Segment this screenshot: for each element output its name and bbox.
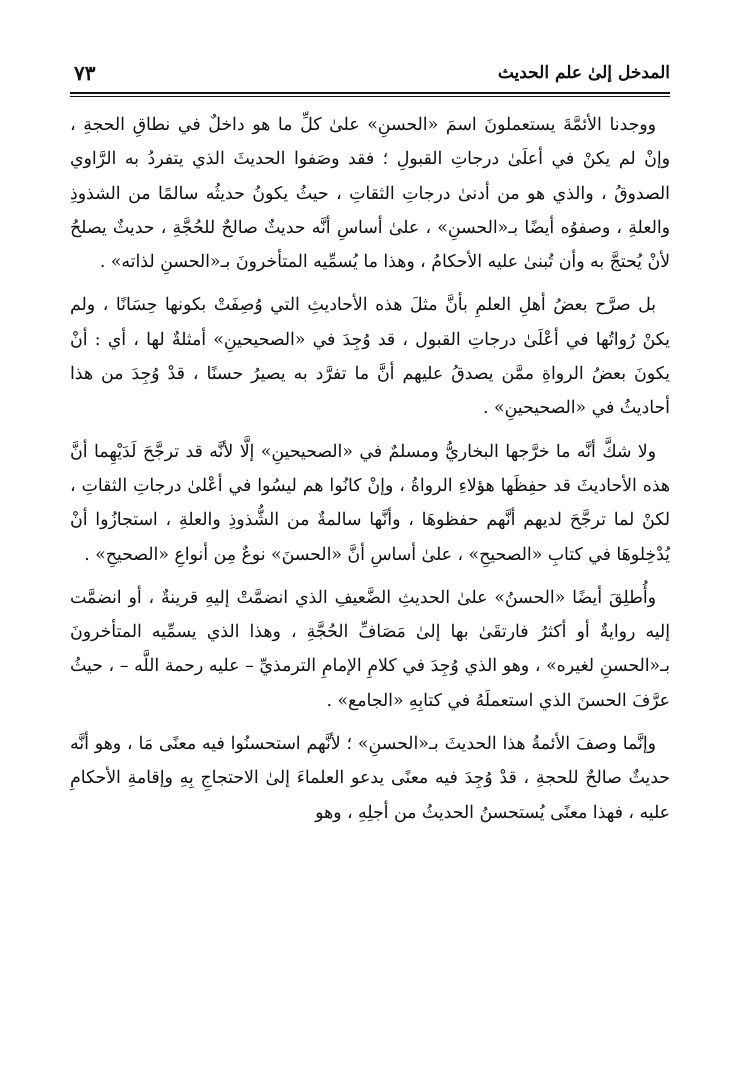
paragraph-1: ووجدنا الأئمَّةَ يستعملونَ اسمَ «الحسنِ» علىٰ كلِّ ما هو داخلٌ في نطاقِ الحجةِ ، وإنْ لم يكنْ في أعلَىٰ درجاتِ القبولِ ؛ فقد وصَفوا الحديثَ الذي يتفردُ به الرَّاوي الصدوقُ ، والذي هو من أدنىٰ درجاتِ الثقاتِ ، حيثُ يكونُ حديثُه سالمًا من الشذوذِ والعلةِ ، وصفوُه أيضًا بـ«الحسنِ» ، علىٰ أساسِ أنَّه حديثٌ صالحٌ للحُجَّةِ ، حديثٌ يصلحُ لأنْ يُحتجَّ به وأن تُبنىٰ عليه الأحكامُ ، وهذا ما يُسمِّيه المتأخرونَ بـ«الحسنِ لذاته» . — [70, 115, 670, 273]
paragraph-2: بل صرَّح بعضُ أهلِ العلمِ بأنَّ مثلَ هذه الأحاديثِ التي وُصِفَتْ بكونها حِسَانًا ، ولم يكنْ رُواتُها في أعْلَىٰ درجاتِ القبول ، قد وُجِدَ في «الصحيحينِ» أمثلةٌ لها ، أي : أنْ يكونَ بعضُ الرواةِ ممَّن يصدقُ عليهم أنَّ ما تفرَّد به يصيرُ حسنًا ، قدْ وُجِدَ من هذا أحاديثُ في «الصحيحينِ» . — [70, 295, 670, 419]
running-title: المدخل إلىٰ علم الحديث — [497, 63, 670, 83]
page-body — [70, 108, 670, 839]
header-rule-thick — [70, 92, 670, 94]
header-rule-thin — [70, 96, 670, 97]
page-number: ٧٣ — [74, 61, 96, 85]
paragraph-5: وإنَّما وصفَ الأئمةُ هذا الحديثَ بـ«الحسنِ» ؛ لأنَّهم استحسنُوا فيه معنًى مَا ، وهو أنَّه حديثٌ صالحٌ للحجةِ ، قدْ وُجِدَ فيه معنًى يدعو العلماءَ إلىٰ الاحتجاجِ بِهِ وإقامةِ الأحكامِ عليه ، فهذا معنًى يُستحسنُ الحديثُ من أجلِهِ ، وهو — [70, 734, 670, 823]
paragraph-3: ولا شكَّ أنَّه ما خرَّجها البخاريُّ ومسلمٌ في «الصحيحينِ» إلَّا لأنَّه قد ترجَّحَ لَدَيْهِما أنَّ هذه الأحاديثَ قد حفِظَها هؤلاءِ الرواةُ ، وإنْ كانُوا هم ليسُوا في أعْلىٰ درجاتِ الثقاتِ ، لكنْ لما ترجَّحَ لديهم أنَّهم حفظوهَا ، وأنَّها سالمةٌ من الشُّذوذِ والعلةِ ، استجازُوا أنْ يُدْخِلوهَا في كتابِ «الصحيحِ» ، علىٰ أساسِ أنَّ «الحسنَ» نوعٌ مِن أنواعِ «الصحيحِ» . — [70, 441, 670, 565]
page-header — [74, 56, 670, 90]
paragraph-4: وأُطلِقَ أيضًا «الحسنُ» علىٰ الحديثِ الضَّعيفِ الذي انضمَّتْ إليهِ قرينةٌ ، أو انضمَّت إليه روايةٌ أو أكثرُ فارتقَىٰ بها إلىٰ مَصَافِّ الحُجَّةِ ، وهذا الذي يسمِّيه المتأخرونَ بـ«الحسنِ لغيره» ، وهو الذي وُجِدَ في كلامِ الإمامِ الترمذيِّ – عليه رحمة اللَّه – ، حيثُ عرَّفَ الحسنَ الذي استعملَهُ في كتابِهِ «الجامع» . — [70, 587, 670, 711]
